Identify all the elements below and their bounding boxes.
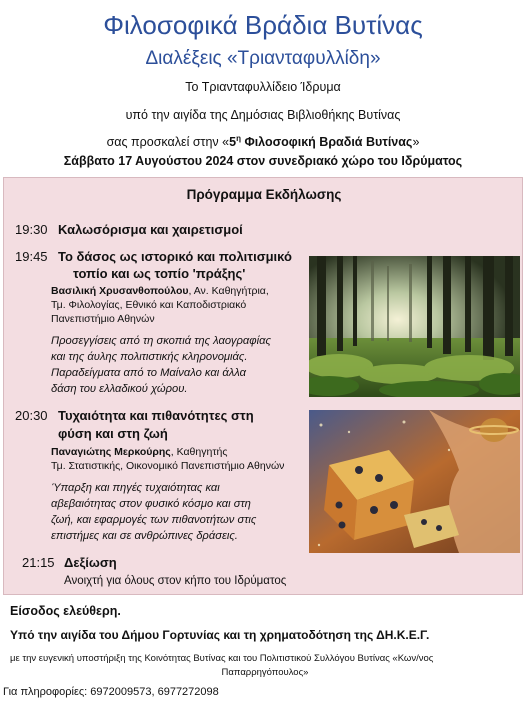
program-section <box>3 177 523 595</box>
event-description: δάση του ελλαδικού χώρου. <box>51 383 188 395</box>
patronage-line: υπό την αιγίδα της Δημόσιας Βιβλιοθήκης Βυτίνας <box>125 108 401 122</box>
event-series-title: Φιλοσοφικά Βράδια Βυτίνας <box>103 10 423 40</box>
event-time: 20:30 <box>15 408 48 423</box>
speaker-affiliation: Τμ. Φιλολογίας, Εθνικό και Καποδιστριακό <box>51 299 247 311</box>
invitation-header <box>0 0 526 176</box>
dice-painting <box>309 410 520 553</box>
support-line: με την ευγενική υποστήριξη της Κοινότητας Βυτίνας και του Πολιτιστικού Συλλόγου Βυτίνας «Κων/νος <box>10 653 434 664</box>
event-description: Παραδείγματα από το Μαίναλο και άλλα <box>51 367 246 379</box>
event-date-venue: Σάββατο 17 Αυγούστου 2024 στον συνεδριακό χώρο του Ιδρύματος <box>63 154 463 168</box>
event-description: και της άυλης πολιτιστικής κληρονομιάς. <box>51 351 248 363</box>
program-title: Πρόγραμμα Εκδήλωσης <box>186 187 342 202</box>
event-description: αβεβαιότητας στον φυσικό κόσμο και στη <box>51 498 251 510</box>
event-description: ζωή, και εφαρμογές των πιθανοτήτων στις <box>51 514 257 526</box>
support-line: Παπαρρηγόπουλος» <box>221 667 309 678</box>
speaker-line: Παναγιώτης Μερκούρης, Καθηγητής <box>51 446 228 458</box>
support-note <box>10 652 520 680</box>
speaker-affiliation: Πανεπιστήμιο Αθηνών <box>51 313 155 325</box>
invitation-line: σας προσκαλεί στην «$5^\eta$ Φιλοσοφική Βραδιά Βυτίνας» <box>106 134 420 150</box>
speaker-affiliation: Τμ. Στατιστικής, Οικονομικό Πανεπιστήμιο Αθηνών <box>51 460 285 472</box>
foundation-name: Το Τριανταφυλλίδειο Ίδρυμα <box>185 80 341 94</box>
event-time: 19:30 <box>15 222 48 237</box>
forest-image <box>309 256 520 397</box>
forest-photo <box>309 256 520 397</box>
event-description: επιστήμες και σε ανθρώπινες δράσεις. <box>51 530 238 542</box>
event-time: 21:15 <box>22 555 55 570</box>
event-time: 19:45 <box>15 249 48 264</box>
event-title-line: Τυχαιότητα και πιθανότητες στη <box>58 408 254 423</box>
speaker-line: Βασιλική Χρυσανθοπούλου, Αν. Καθηγήτρια, <box>51 285 269 297</box>
event-description: Προσεγγίσεις από τη σκοπιά της λαογραφίας <box>51 335 271 347</box>
event-title-line: φύση και στη ζωή <box>58 426 168 441</box>
event-title-line: Το δάσος ως ιστορικό και πολιτισμικό <box>58 249 292 264</box>
free-entry-note: Είσοδος ελεύθερη. <box>10 604 121 618</box>
municipal-patronage: Υπό την αιγίδα του Δήμου Γορτυνίας και τη χρηματοδότηση της ΔΗ.Κ.Ε.Γ. <box>10 628 430 642</box>
event-title: Καλωσόρισμα και χαιρετισμοί <box>58 222 243 237</box>
contact-info: Για πληροφορίες: 6972009573, 6977272098 <box>3 686 219 698</box>
event-description: Ανοιχτή για όλους στον κήπο του Ιδρύματος <box>64 575 287 587</box>
lecture-series-subtitle: Διαλέξεις «Τριανταφυλλίδη» <box>145 48 381 69</box>
event-title: Δεξίωση <box>64 555 117 570</box>
dice-image <box>309 410 520 553</box>
event-description: Ύπαρξη και πηγές τυχαιότητας και <box>51 482 220 494</box>
event-title-line: τοπίο και ως τοπίο 'πράξης' <box>73 266 246 281</box>
